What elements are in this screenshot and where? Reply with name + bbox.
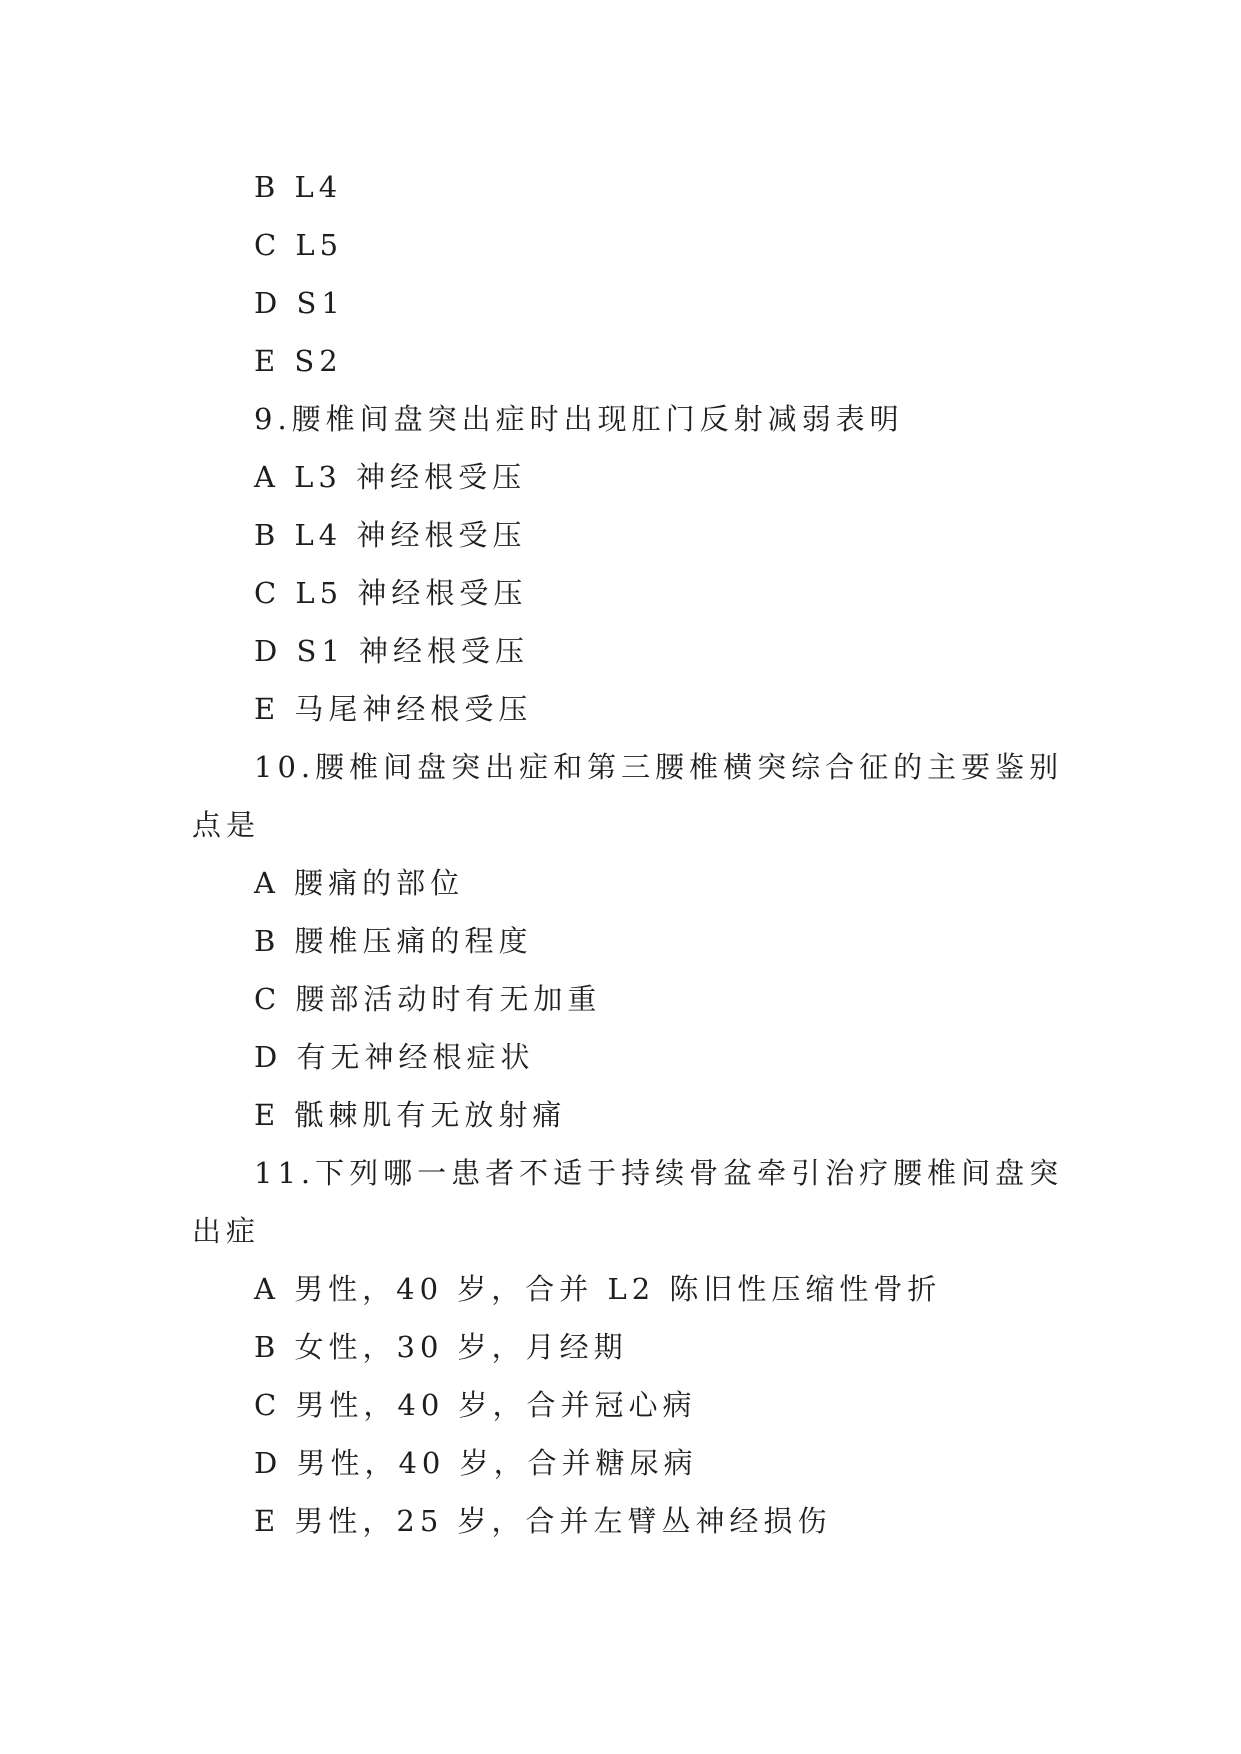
option-line: E 马尾神经根受压 [254,692,533,726]
option-line: E S2 [254,344,343,378]
option-line: B L4 神经根受压 [254,518,527,552]
question-stem-continuation: 点是 [192,808,261,842]
option-line: C 男性，40 岁，合并冠心病 [254,1388,697,1422]
option-line: E 男性，25 岁，合并左臂丛神经损伤 [254,1504,832,1538]
option-line: A 腰痛的部位 [254,866,465,900]
option-line: C L5 [254,228,344,262]
option-line: B L4 [254,170,343,204]
option-line: B 女性，30 岁，月经期 [254,1330,628,1364]
question-stem-continuation: 出症 [192,1214,261,1248]
option-line: C 腰部活动时有无加重 [254,982,602,1016]
option-line: D 有无神经根症状 [254,1040,535,1074]
question-stem: 10.腰椎间盘突出症和第三腰椎横突综合征的主要鉴别 [254,750,1064,784]
option-line: E 骶棘肌有无放射痛 [254,1098,567,1132]
option-line: D S1 神经根受压 [254,634,530,668]
option-line: D 男性，40 岁，合并糖尿病 [254,1446,698,1480]
document-body [192,158,1072,1550]
question-stem: 9.腰椎间盘突出症时出现肛门反射减弱表明 [254,402,904,436]
option-line: C L5 神经根受压 [254,576,528,610]
option-line: B 腰椎压痛的程度 [254,924,533,958]
option-line: A L3 神经根受压 [254,460,527,494]
option-line: D S1 [254,286,345,320]
question-stem: 11.下列哪一患者不适于持续骨盆牵引治疗腰椎间盘突 [254,1156,1064,1190]
option-line: A 男性，40 岁，合并 L2 陈旧性压缩性骨折 [254,1272,942,1306]
